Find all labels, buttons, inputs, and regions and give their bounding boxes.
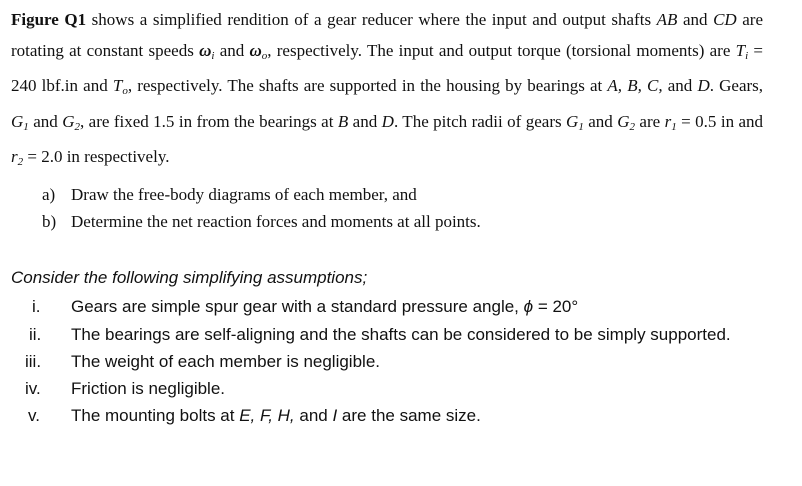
omega-symbol: ω (249, 40, 262, 60)
assumptions-section (11, 264, 771, 429)
question-parts (42, 181, 782, 235)
omega-symbol: ω (199, 40, 212, 60)
question-part: b) Determine the net reaction forces and moments at all points. (42, 212, 481, 231)
assumptions-title: Consider the following simplifying assumptions; (11, 268, 368, 287)
assumption-item: ii. The bearings are self-aligning and the shafts can be considered to be simply supported. (29, 325, 731, 344)
assumption-item: iii. The weight of each member is negligible. (25, 352, 380, 371)
assumption-item: i. Gears are simple spur gear with a standard pressure angle, ϕ = 20° (32, 297, 579, 316)
assumption-item: iv. Friction is negligible. (25, 379, 226, 398)
figure-reference: Figure Q1 (11, 10, 87, 29)
assumption-item: v. The mounting bolts at E, F, H, and I are the same size. (28, 406, 481, 425)
problem-statement: Figure Q1 shows a simplified rendition of a gear reducer where the input and output shafts AB and CD are rotating at constant speeds $\omega_i$ and $\omega_o$, respectively. The input and output torque (torsional moments) are $T_i = 240$ lbf.in and $T_o$, respectively. The shafts are supported in the housing by bearings at A, B, C, and D. Gears, $G_1$ and $G_2$, are fixed 1.5 in from the bearings at B and D. The pitch radii of gears $G_1$ and $G_2$ are $r_1 = 0.5$ in and $r_2 = 2.0$ in respectively. (11, 10, 764, 168)
question-part: a) Draw the free-body diagrams of each member, and (42, 185, 417, 204)
phi-symbol: ϕ (523, 297, 534, 316)
